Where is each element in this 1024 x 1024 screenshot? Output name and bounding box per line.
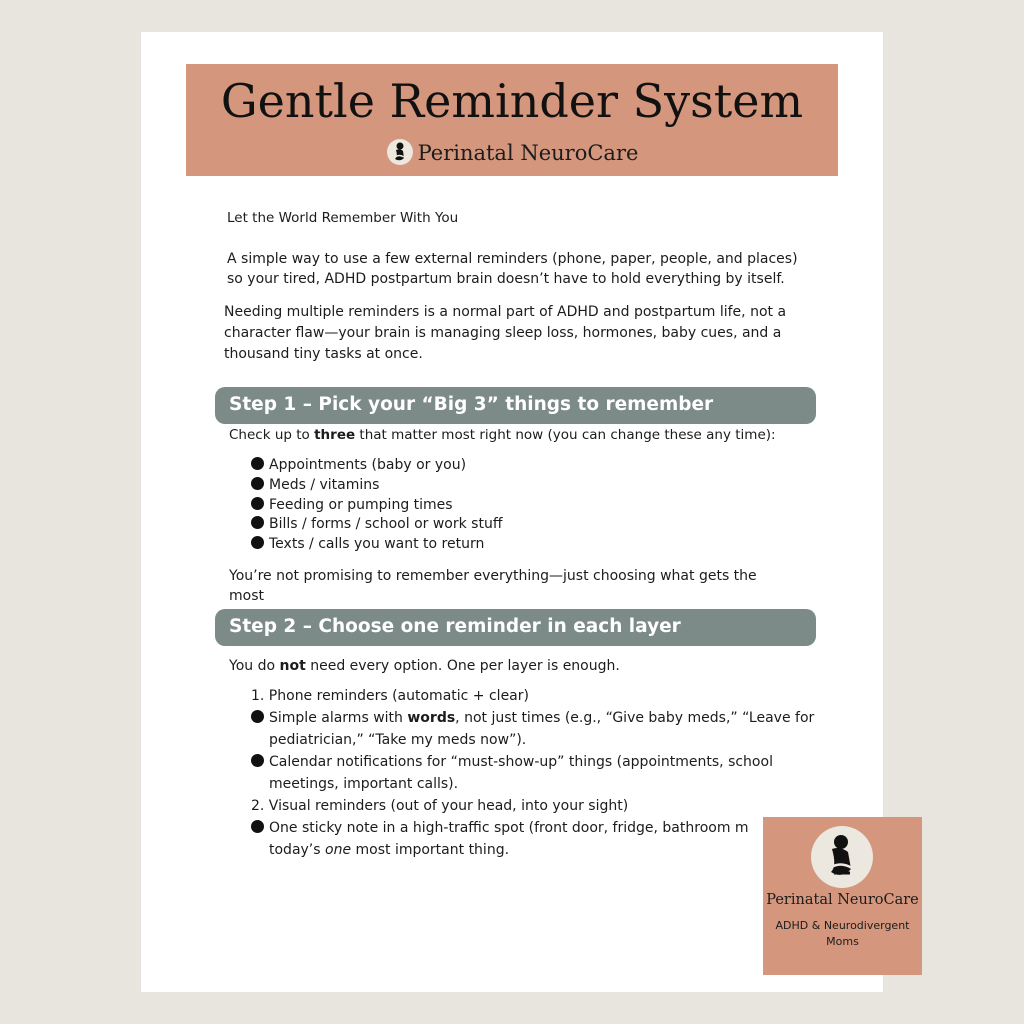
list-item bbox=[251, 456, 502, 476]
layer1-item1-post: , not just times (e.g., “Give baby meds,” “Leave for bbox=[455, 710, 815, 726]
intro-paragraph-1 bbox=[227, 249, 798, 289]
step2-instruction bbox=[229, 656, 620, 676]
layer1-item1-bold: words bbox=[407, 710, 456, 726]
intro-p2-line1: Needing multiple reminders is a normal part of ADHD and postpartum life, not a bbox=[224, 304, 787, 320]
page-title: Gentle Reminder System bbox=[220, 74, 804, 128]
layer1-title: 1. Phone reminders (automatic + clear) bbox=[251, 688, 529, 704]
layer1-item2-line2: meetings, important calls). bbox=[269, 776, 459, 792]
list-item-label: Meds / vitamins bbox=[269, 476, 380, 493]
list-item bbox=[251, 476, 502, 496]
mother-baby-logo-icon bbox=[810, 825, 874, 889]
layer1-item2-line1: Calendar notifications for “must-show-up” things (appointments, school bbox=[269, 754, 773, 770]
header-banner bbox=[186, 64, 838, 176]
bullet-icon bbox=[251, 497, 264, 510]
layer2-item1-line1: One sticky note in a high-traffic spot (front door, fridge, bathroom m bbox=[269, 820, 749, 836]
mother-baby-logo-icon bbox=[386, 138, 414, 166]
bullet-icon bbox=[251, 477, 264, 490]
bullet-icon bbox=[251, 536, 264, 549]
step2-heading-bar bbox=[215, 609, 816, 646]
list-item-label: Feeding or pumping times bbox=[269, 496, 453, 513]
list-item bbox=[251, 515, 502, 535]
list-item-label: Bills / forms / school or work stuff bbox=[269, 516, 503, 533]
layer2-item1-line2-em: one bbox=[325, 842, 352, 858]
layer1-item1-pre: Simple alarms with bbox=[269, 710, 408, 726]
bullet-icon bbox=[251, 516, 264, 529]
brand-name: Perinatal NeuroCare bbox=[417, 141, 639, 165]
layer1-item2 bbox=[251, 751, 814, 773]
step1-instruction-post: that matter most right now (you can change these any time): bbox=[355, 427, 776, 443]
step1-note-line2: most bbox=[229, 588, 264, 604]
bullet-icon bbox=[251, 754, 264, 767]
list-item bbox=[251, 496, 502, 516]
layer1-item1-line2: pediatrician,” “Take my meds now”). bbox=[269, 732, 527, 748]
step2-instruction-post: need every option. One per layer is enough. bbox=[305, 658, 620, 674]
list-item bbox=[251, 535, 502, 555]
intro-p2-line3: thousand tiny tasks at once. bbox=[224, 346, 423, 362]
step1-note bbox=[229, 566, 757, 606]
bullet-icon bbox=[251, 820, 264, 833]
intro-p2-line2: character flaw—your brain is managing sleep loss, hormones, baby cues, and a bbox=[224, 325, 782, 341]
step2-heading: Step 2 – Choose one reminder in each layer bbox=[229, 616, 681, 637]
step2-instruction-pre: You do bbox=[229, 658, 280, 674]
bullet-icon bbox=[251, 710, 264, 723]
step1-note-line1: You’re not promising to remember everything—just choosing what gets the bbox=[229, 568, 757, 584]
brand-badge bbox=[763, 817, 922, 975]
step1-instruction-bold: three bbox=[314, 427, 356, 443]
layer2-title: 2. Visual reminders (out of your head, into your sight) bbox=[251, 798, 629, 814]
list-item-label: Texts / calls you want to return bbox=[269, 536, 485, 553]
bullet-icon bbox=[251, 457, 264, 470]
step1-instruction bbox=[229, 425, 776, 445]
intro-title: Let the World Remember With You bbox=[227, 210, 459, 226]
step1-heading: Step 1 – Pick your “Big 3” things to remember bbox=[229, 394, 714, 415]
layer1-item1 bbox=[251, 707, 814, 729]
step1-instruction-pre: Check up to bbox=[229, 427, 315, 443]
badge-brand: Perinatal NeuroCare bbox=[766, 892, 919, 908]
badge-subtitle-line1: ADHD & Neurodivergent bbox=[775, 919, 910, 932]
header-brand bbox=[186, 138, 838, 166]
intro-p1-line2: so your tired, ADHD postpartum brain doesn’t have to hold everything by itself. bbox=[227, 271, 785, 287]
intro-paragraph-2 bbox=[224, 302, 786, 365]
step1-heading-bar bbox=[215, 387, 816, 424]
step2-instruction-bold: not bbox=[279, 658, 306, 674]
big3-list bbox=[251, 456, 502, 555]
layer2-item1-line2-pre: today’s bbox=[269, 842, 325, 858]
layer2-item1 bbox=[251, 817, 814, 839]
badge-subtitle-line2: Moms bbox=[826, 935, 859, 948]
layer2-item1-line2-post: most important thing. bbox=[351, 842, 510, 858]
list-item-label: Appointments (baby or you) bbox=[269, 457, 467, 473]
intro-p1-line1: A simple way to use a few external reminders (phone, paper, people, and places) bbox=[227, 251, 798, 267]
reminder-layers bbox=[251, 685, 814, 861]
badge-subtitle bbox=[763, 918, 922, 950]
layer2-item1-line2 bbox=[251, 839, 814, 861]
